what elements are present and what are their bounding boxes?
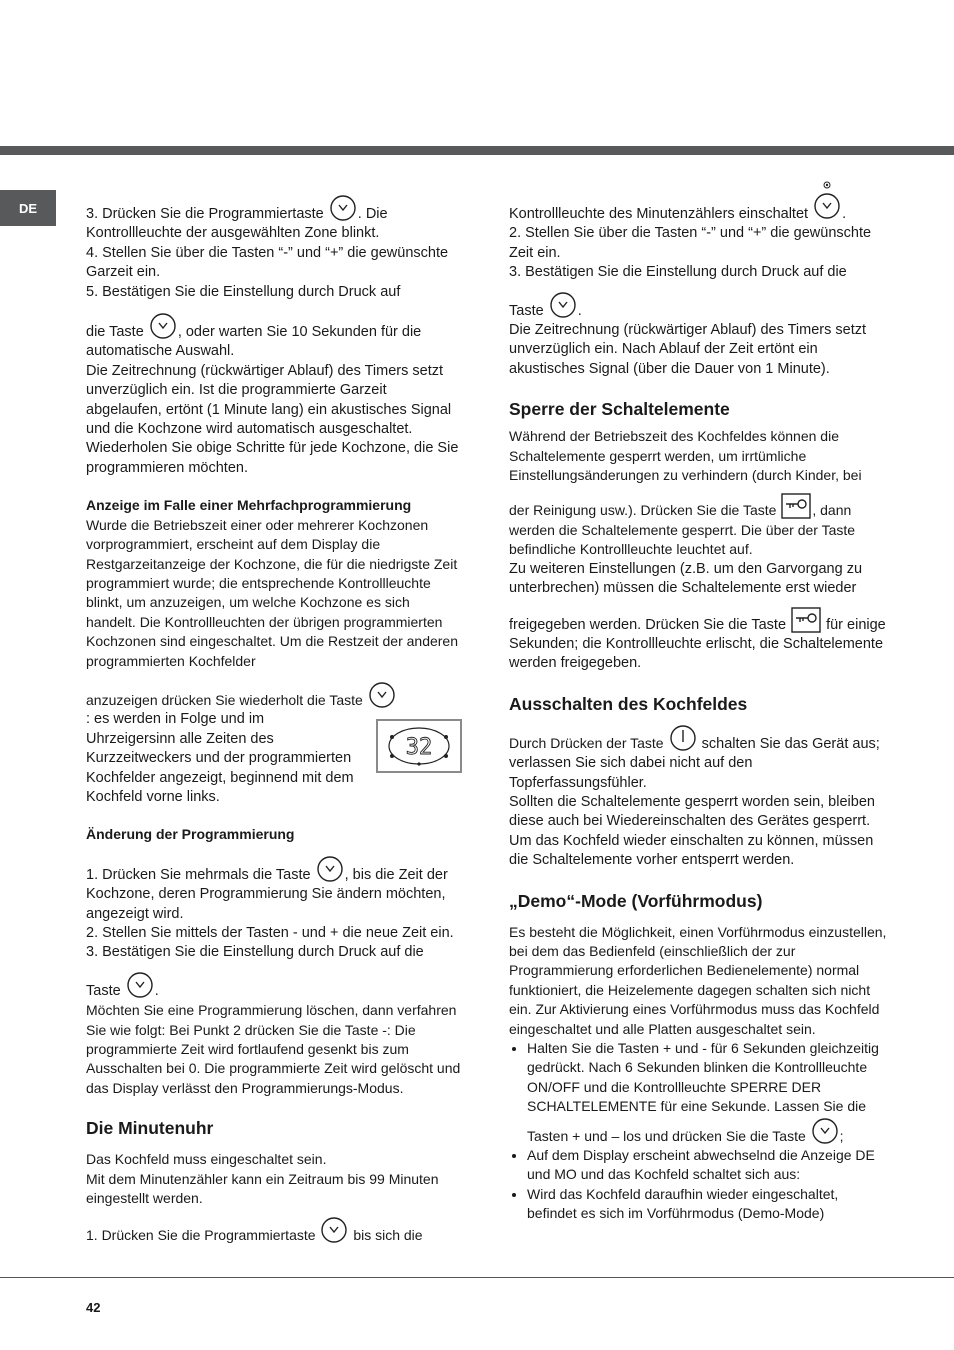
step-5-line: 5. Bestätigen Sie die Einstellung durch Druck auf bbox=[86, 283, 401, 300]
switch-off-text: Durch Drücken der Taste schalten Sie das Gerät aus; verlassen Sie sich dabei nicht auf den Topferfassungsfühler. bbox=[509, 724, 887, 793]
timer-paragraph: Die Zeitrechnung (rückwärtiger Ablauf) des Timers setzt unverzüglich ein. Ist die programmierte Garzeit abgelaufen, ertönt (1 Minute lang) ein akustisches Signal und die Kochzone wird automatisch ausgeschaltet. bbox=[86, 362, 452, 438]
step-3: 3. Drücken Sie die Programmiertaste . Die Kontrollleuchte der ausgewählten Zone blinkt. bbox=[86, 194, 462, 244]
demo-mode-intro: Es besteht die Möglichkeit, einen Vorführmodus einzustellen, bei dem das Bedienfeld (einschließlich der zur Programmierung erforderlichen Bedienelemente) normal funktioniert, die Heizelemente dagegen schalten sich nicht ein. Zur Aktivierung eines Vorführmodus muss das Kochfeld eingeschaltet und alle Platten ausgeschaltet sein. bbox=[509, 923, 887, 1037]
minute-step-2: 2. Stellen Sie über die Tasten “-” und “+” die gewünschte Zeit ein. bbox=[509, 225, 872, 261]
key-lock-icon bbox=[781, 493, 811, 519]
repeat-paragraph: Wiederholen Sie obige Schritte für jede Kochzone, die Sie programmieren möchten. bbox=[86, 440, 459, 476]
multi-programming-key-line: anzuzeigen drücken Sie wiederholt die Taste bbox=[86, 681, 462, 710]
lock-heading: Sperre der Schaltelemente bbox=[509, 399, 730, 420]
minute-step-3-line: 3. Bestätigen Sie die Einstellung durch Druck auf die bbox=[509, 264, 847, 281]
lock-release: freigegeben werden. Drücken Sie die Taste für einige Sekunden; die Kontrollleuchte erlischt, die Schaltelemente werden freigegeben. bbox=[509, 607, 887, 674]
multi-programming-text: Wurde die Betriebszeit einer oder mehrerer Kochzonen vorprogrammiert, erscheint auf dem Display die Restgarzeitanzeige der Kochzone, die für die niedrigste Zeit programmiert wurde; die entsprechende Kontrollleuchte blinkt, um anzuzeigen, um welche Kochzone es sich handelt. Die Kontrollleuchten der übrigen programmierten Kochzonen sind eingeschaltet. Um die Restzeit der anderen programmierten Kochfelder bbox=[86, 516, 458, 669]
minute-timer-heading: Die Minutenuhr bbox=[86, 1118, 214, 1139]
minute-step-1-continued: Kontrollleuchte des Minutenzählers einschaltet . bbox=[509, 180, 887, 224]
display-example bbox=[86, 681, 462, 807]
display-digits: 32 bbox=[405, 734, 433, 760]
step-5: die Taste , oder warten Sie 10 Sekunden für die automatische Auswahl. bbox=[86, 312, 462, 362]
minute-step-1: 1. Drücken Sie die Programmiertaste bis sich die bbox=[86, 1216, 462, 1245]
switch-off-lock-note: Sollten die Schaltelemente gesperrt worden sein, bleiben diese auch bei Wiedereinschalten des Gerätes gesperrt. Um das Kochfeld wieder einschalten zu können, müssen die Schaltelemente vorher entsperrt werden. bbox=[509, 793, 875, 869]
page-number: 42 bbox=[86, 1300, 101, 1315]
key-lock-icon bbox=[791, 607, 821, 633]
minute-timer-range: Mit dem Minutenzähler kann ein Zeitraum bis 99 Minuten eingestellt werden. bbox=[86, 1170, 439, 1207]
program-key-icon bbox=[316, 855, 344, 883]
lock-further-settings: Zu weiteren Einstellungen (z.B. um den Garvorgang zu unterbrechen) müssen die Schaltelemente erst wieder bbox=[509, 560, 863, 597]
program-key-icon bbox=[811, 1117, 839, 1145]
change-step-2: 2. Stellen Sie mittels der Tasten - und + die neue Zeit ein. bbox=[86, 925, 454, 941]
step-4: 4. Stellen Sie über die Tasten “-” und “+” die gewünschte Garzeit ein. bbox=[86, 244, 449, 281]
multi-programming-sequence: : es werden in Folge und im Uhrzeigersinn alle Zeiten des Kurzzeitweckers und der programmierten Kochfelder angezeigt, beginnend mit dem Kochfeld vorne links. bbox=[86, 711, 354, 805]
program-key-icon bbox=[368, 681, 396, 709]
change-programming-heading: Änderung der Programmierung bbox=[86, 826, 295, 843]
hob-display-panel bbox=[376, 719, 462, 773]
minute-timer-icon bbox=[813, 180, 841, 220]
list-item: • Halten Sie die Tasten + und - für 6 Sekunden gleichzeitig gedrückt. Nach 6 Sekunden blinken die Kontrollleuchte ON/OFF und die Kontrollleuchte SPERRE DER SCHALTELEMENTE für eine Sekunde. Lassen Sie die Tasten + und – los und drücken Sie die Taste ; bbox=[527, 1039, 887, 1146]
program-key-icon bbox=[320, 1216, 348, 1244]
delete-programming-text: Möchten Sie eine Programmierung löschen, dann verfahren Sie wie folgt: Bei Punkt 2 drücken Sie die Taste -: Die programmierte Zeit wird fortlaufend gesenkt bis zum Ausschalten bei 0. Die programmierte Zeit wird gelöscht und das Display verlässt den Programmierungs-Modus. bbox=[86, 1002, 461, 1096]
left-column bbox=[86, 180, 462, 1246]
program-key-icon bbox=[549, 291, 577, 319]
program-key-icon bbox=[149, 312, 177, 340]
change-step-3: Taste . bbox=[86, 971, 462, 1001]
change-step-1: 1. Drücken Sie mehrmals die Taste , bis die Zeit der Kochzone, deren Programmierung Sie ändern möchten, angezeigt wird. bbox=[86, 855, 462, 924]
multi-programming-heading: Anzeige im Falle einer Mehrfachprogrammierung bbox=[86, 497, 412, 514]
lock-intro: Während der Betriebszeit des Kochfeldes können die Schaltelemente gesperrt werden, um irrtümliche Einstellungsänderungen zu verhindern (durch Kinder, bei bbox=[509, 428, 862, 484]
power-key-icon bbox=[669, 724, 697, 752]
header-bar bbox=[0, 146, 954, 155]
switch-off-heading: Ausschalten des Kochfeldes bbox=[509, 693, 748, 714]
minute-countdown-text: Die Zeitrechnung (rückwärtiger Ablauf) des Timers setzt unverzüglich ein. Nach Ablauf der Zeit ertönt ein akustisches Signal (über die Dauer von 1 Minute). bbox=[509, 322, 866, 377]
lock-press-key: der Reinigung usw.). Drücken Sie die Taste , dann werden die Schaltelemente gesperrt. Die über der Taste befindliche Kontrollleuchte leuchtet auf. bbox=[509, 493, 887, 559]
list-item: • Auf dem Display erscheint abwechselnd die Anzeige DE und MO und das Kochfeld schaltet sich aus: bbox=[527, 1146, 887, 1185]
list-item: • Wird das Kochfeld daraufhin wieder eingeschaltet, befindet es sich im Vorführmodus (Demo-Mode) bbox=[527, 1185, 887, 1224]
minute-step-3: Taste . bbox=[509, 291, 887, 321]
right-column bbox=[509, 180, 887, 1224]
program-key-icon bbox=[329, 194, 357, 222]
demo-mode-steps bbox=[509, 1039, 887, 1224]
change-step-3-line: 3. Bestätigen Sie die Einstellung durch Druck auf die bbox=[86, 944, 424, 961]
demo-mode-heading: „Demo“-Mode (Vorführmodus) bbox=[509, 890, 763, 911]
program-key-icon bbox=[126, 971, 154, 999]
minute-timer-requirement: Das Kochfeld muss eingeschaltet sein. bbox=[86, 1151, 327, 1168]
language-tab: DE bbox=[0, 190, 56, 226]
footer-rule bbox=[0, 1277, 954, 1278]
